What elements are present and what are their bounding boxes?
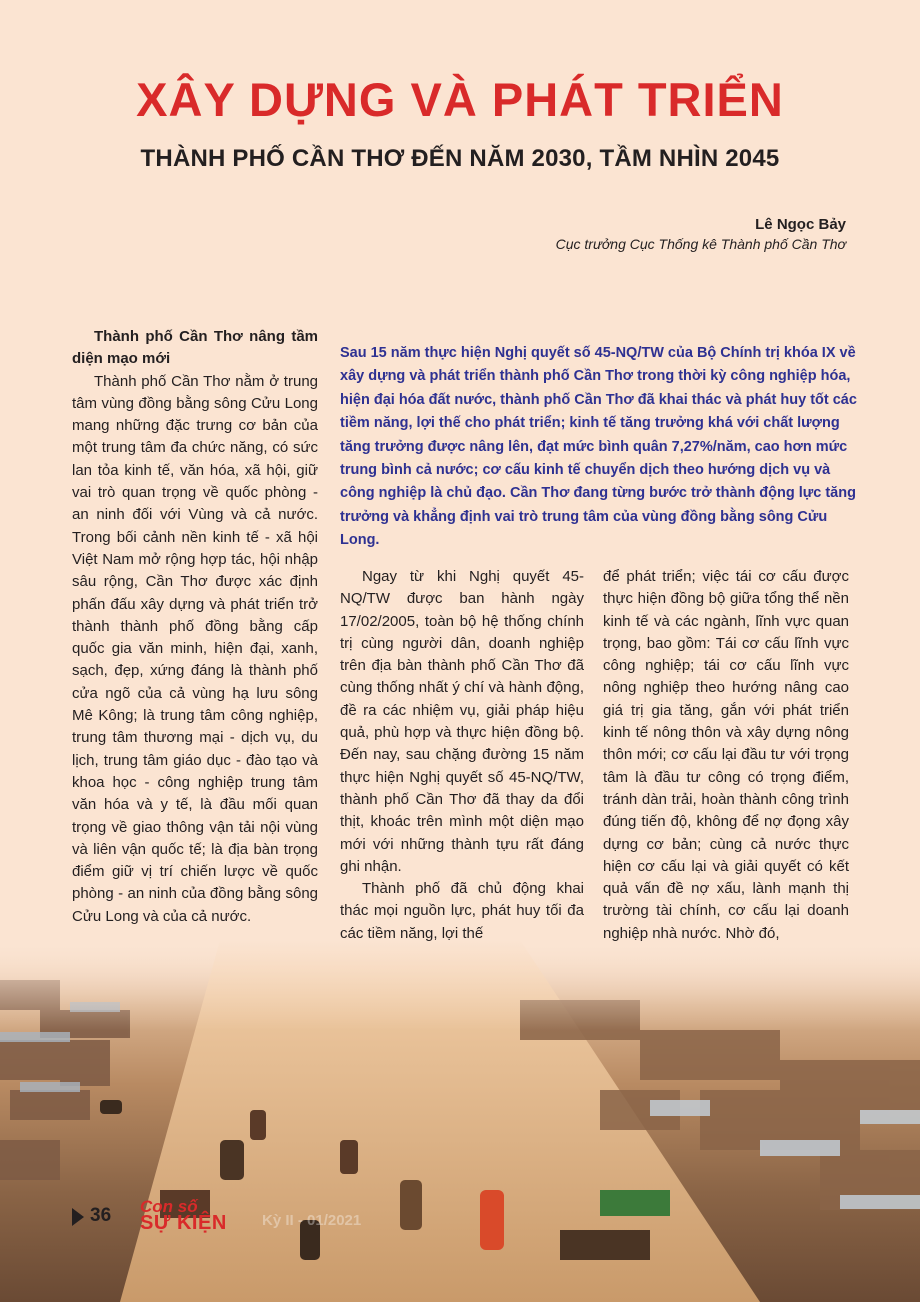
middle-paragraph-1: Ngay từ khi Nghị quyết 45-NQ/TW được ban hành ngày 17/02/2005, toàn bộ hệ thống chính trị cùng người dân, doanh nghiệp trên địa bàn thành phố Cần Thơ đã cùng thống nhất ý chí và hành động, đề ra các nhiệm vụ, giải pháp hiệu quả, phù hợp và thực hiện đồng bộ. Đến nay, sau chặng đường 15 năm thực hiện Nghị quyết số 45-NQ/TW, thành phố Cần Thơ đã thay da đổi thịt, khoác trên mình một diện mạo mới với những thành tựu rất đáng ghi nhận. (340, 568, 584, 875)
logo-line-2: SỰ KIỆN (140, 1212, 227, 1234)
middle-column (340, 566, 584, 945)
issue-label: Kỳ II - 01/2021 (262, 1212, 362, 1229)
right-paragraph: để phát triển; việc tái cơ cấu được thực hiện đồng bộ giữa tổng thể nền kinh tế và các ngành, lĩnh vực quan trọng, bao gồm: Tái cơ cấu lĩnh vực công nghiệp; tái cơ cấu lĩnh vực nông nghiệp theo hướng nâng cao giá trị gia tăng, gắn với phát triển kinh tế nông thôn và xây dựng nông thôn mới; cơ cấu lại đầu tư với trọng tâm là đầu tư công có trọng điểm, tránh dàn trải, hoàn thành công trình đúng tiến độ, không để nợ đọng xây dựng cơ bản; cùng cả nước thực hiện cơ cấu lại và giải quyết có kết quả vấn đề nợ xấu, lành mạnh thị trường tài chính, cơ cấu lại doanh nghiệp nhà nước. Nhờ đó, (603, 568, 849, 942)
river-scene-illustration (0, 940, 920, 1302)
author-name: Lê Ngọc Bảy (755, 216, 846, 233)
middle-paragraph-2: Thành phố đã chủ động khai thác mọi nguồn lực, phát huy tối đa các tiềm năng, lợi thế (340, 880, 584, 942)
article-subtitle: THÀNH PHỐ CẦN THƠ ĐẾN NĂM 2030, TẦM NHÌN 2045 (140, 145, 780, 172)
lead-paragraph: Sau 15 năm thực hiện Nghị quyết số 45-NQ/TW của Bộ Chính trị khóa IX về xây dựng và phát triển thành phố Cần Thơ trong thời kỳ công nghiệp hóa, hiện đại hóa đất nước, thành phố Cần Thơ đã khai thác và phát huy tốt các tiềm năng, lợi thế cho phát triển; kinh tế tăng trưởng khá với chất lượng tăng trưởng được nâng lên, đạt mức bình quân 7,27%/năm, cao hơn mức trung bình cả nước; cơ cấu kinh tế chuyển dịch theo hướng dịch vụ và công nghiệp là chủ đạo. Cần Thơ đang từng bước trở thành động lực tăng trưởng và khẳng định vai trò trung tâm của vùng đồng bằng sông Cửu Long. (340, 345, 857, 549)
logo-line-1: Con số (140, 1197, 198, 1216)
author-block (556, 216, 846, 252)
page-footer (72, 1197, 432, 1234)
right-column (603, 566, 849, 945)
floating-market-photo (0, 940, 920, 1302)
left-column-paragraph: Thành phố Cần Thơ nằm ở trung tâm vùng đồng bằng sông Cửu Long mang những đặc trưng cơ bản của một trung tâm đa chức năng, có sức lan tỏa kinh tế, văn hóa, xã hội, giữ vai trò quan trọng về quốc phòng - an ninh đối với Vùng và cả nước. Trong bối cảnh nền kinh tế - xã hội Việt Nam mở rộng hợp tác, hội nhập sâu rộng, Cần Thơ được xác định phấn đấu xây dựng và phát triển trở thành thành phố đồng bằng cấp quốc gia văn minh, hiện đại, xanh, sạch, đẹp, xứng đáng là thành phố cửa ngõ của cả vùng hạ lưu sông Mê Kông; là trung tâm công nghiệp, trung tâm thương mại - dịch vụ, du lịch, trung tâm giáo dục - đào tạo và khoa học - công nghiệp trung tâm văn hóa và y tế, là đầu mối quan trọng về giao thông vận tải nội vùng và liên vận quốc tế; là địa bàn trọng điểm giữ vị trí chiến lược về quốc phòng - an ninh của đồng bằng sông Cửu Long và của cả nước. (72, 372, 318, 925)
page-arrow-icon (72, 1208, 84, 1226)
left-column (72, 326, 318, 928)
page-number: 36 (90, 1205, 112, 1226)
section-heading: Thành phố Cần Thơ nâng tầm diện mạo mới (72, 328, 318, 368)
author-role: Cục trưởng Cục Thống kê Thành phố Cần Thơ (555, 236, 846, 252)
article-title: XÂY DỰNG VÀ PHÁT TRIỂN (136, 73, 784, 126)
magazine-logo (140, 1198, 227, 1232)
